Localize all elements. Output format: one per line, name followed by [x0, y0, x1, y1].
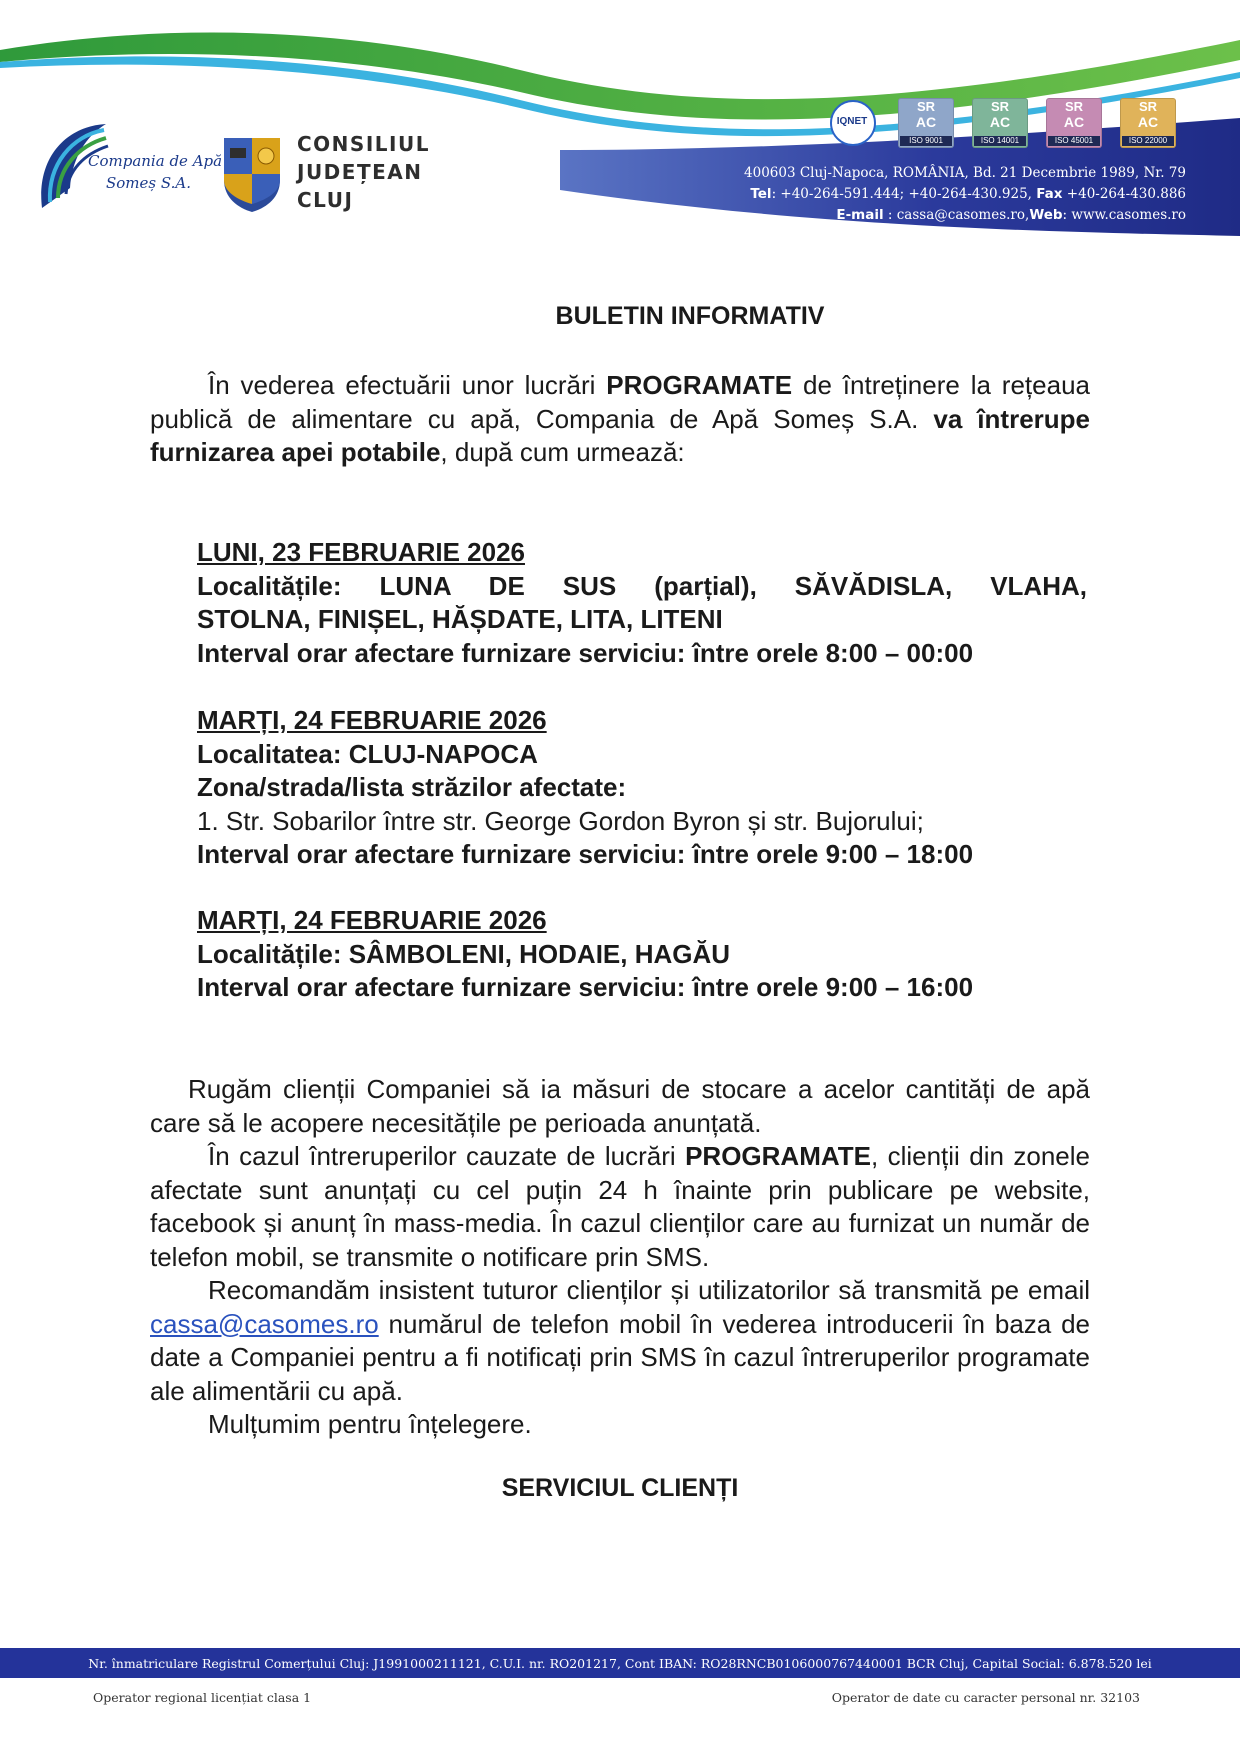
- footer-right-note: Operator de date cu caracter personal nr. 32103: [831, 1690, 1140, 1705]
- address-line: 400603 Cluj-Napoca, ROMÂNIA, Bd. 21 Decembrie 1989, Nr. 79: [744, 165, 1186, 181]
- tel-value: : +40-264-591.444; +40-264-430.925,: [771, 186, 1037, 202]
- company-name: [88, 150, 222, 194]
- iqnet-badge-icon: [824, 98, 880, 148]
- iqnet-label: IQNET: [836, 116, 868, 127]
- certification-badges: [824, 98, 1176, 148]
- schedule-block-1: [197, 536, 1087, 670]
- intro-bold-interrupt: va întrerupe furnizarea apei potabile: [150, 403, 1090, 467]
- cert-iso: ISO 45001: [1048, 136, 1100, 146]
- certification-badge-icon: [1120, 98, 1176, 148]
- intro-text-1: În vederea efectuării unor lucrări: [208, 370, 607, 400]
- intro-paragraph: [150, 369, 1090, 470]
- closing-text: Recomandăm insistent tuturor clienților și utilizatorilor să transmită pe email: [208, 1275, 1090, 1305]
- schedule-locations: Localitățile: SÂMBOLENI, HODAIE, HAGĂU: [197, 938, 731, 969]
- schedule-interval: Interval orar afectare furnizare serviciu: între orele 9:00 – 18:00: [197, 839, 974, 869]
- certification-badge-icon: [972, 98, 1028, 148]
- council-name: [297, 130, 430, 214]
- schedule-block-3: [197, 904, 1087, 1005]
- intro-text-3: , după cum urmează:: [440, 437, 685, 467]
- phone-fax-line: [744, 184, 1186, 205]
- closing-paragraph-4: Mulțumim pentru înțelegere.: [208, 1409, 532, 1439]
- certification-badge-icon: [1046, 98, 1102, 148]
- cert-ac: AC: [1137, 114, 1159, 130]
- council-name-line2: JUDEȚEAN: [297, 160, 423, 184]
- cert-sr: SR: [916, 99, 936, 114]
- company-name-line1: Compania de Apă: [88, 152, 223, 170]
- schedule-date: MARȚI, 24 FEBRUARIE 2026: [197, 705, 547, 735]
- email-web-line: [744, 205, 1186, 226]
- schedule-street: 1. Str. Sobarilor între str. George Gordon Byron și str. Bujorului;: [197, 805, 924, 836]
- schedule-date: LUNI, 23 FEBRUARIE 2026: [197, 537, 525, 567]
- header-email[interactable]: : cassa@casomes.ro,: [883, 207, 1030, 223]
- schedule-block-2: [197, 704, 1087, 872]
- schedule-interval: Interval orar afectare furnizare serviciu: între orele 9:00 – 16:00: [197, 972, 974, 1002]
- contact-info: [744, 163, 1186, 226]
- tel-label: Tel: [750, 186, 772, 202]
- cert-iso: ISO 22000: [1122, 136, 1174, 146]
- schedule-interval: Interval orar afectare furnizare serviciu: între orele 8:00 – 00:00: [197, 637, 974, 668]
- schedule-locations: Localitățile: LUNA DE SUS (parțial), SĂVĂDISLA, VLAHA,: [197, 570, 1087, 601]
- email-label: E-mail: [836, 207, 884, 223]
- closing-paragraph-3: [150, 1274, 1090, 1408]
- council-crest-icon: [222, 134, 282, 214]
- cert-ac: AC: [989, 114, 1011, 130]
- cert-ac: AC: [915, 114, 937, 130]
- cert-sr: SR: [1064, 99, 1084, 114]
- signoff: SERVICIUL CLIENȚI: [501, 1474, 739, 1502]
- web-label: Web: [1029, 207, 1063, 223]
- council-name-line3: CLUJ: [297, 188, 354, 212]
- document-title: BULETIN INFORMATIV: [555, 302, 825, 330]
- fax-label: Fax: [1036, 186, 1063, 202]
- closing-text: numărul de telefon mobil în vederea introducerii în baza de date a Companiei pentru a fi notificați prin SMS în cazul întreruperilor programate ale alimentării cu apă.: [150, 1308, 1090, 1406]
- closing-bold-programmed: PROGRAMATE: [685, 1141, 871, 1171]
- schedule-locality: Localitatea: CLUJ-NAPOCA: [197, 738, 538, 769]
- closing-paragraphs: [150, 1073, 1090, 1442]
- intro-bold-programmed: PROGRAMATE: [606, 370, 793, 400]
- email-link[interactable]: cassa@casomes.ro: [150, 1308, 379, 1339]
- cert-iso: ISO 14001: [974, 136, 1026, 146]
- closing-text: În cazul întreruperilor cauzate de lucrări: [208, 1141, 686, 1171]
- cert-sr: SR: [1138, 99, 1158, 114]
- cert-iso: ISO 9001: [900, 136, 952, 146]
- schedule-locations-cont: STOLNA, FINIȘEL, HĂȘDATE, LITA, LITENI: [197, 604, 723, 634]
- schedule-date: MARȚI, 24 FEBRUARIE 2026: [197, 905, 547, 935]
- fax-value: +40-264-430.886: [1062, 186, 1186, 202]
- closing-paragraph-1: Rugăm clienții Companiei să ia măsuri de stocare a acelor cantități de apă care să le acopere necesitățile pe perioada anunțată.: [150, 1074, 1090, 1138]
- footer-bar: [0, 1648, 1240, 1678]
- council-name-line1: CONSILIUL: [297, 132, 430, 156]
- closing-text: , clienții din zonele afectate sunt anunțați cu cel puțin 24 h înainte prin publicare pe website, facebook și anunț în mass-media. În cazul clienților care au furnizat un număr de telefon mobil, se transmite o notificare prin SMS.: [150, 1141, 1090, 1272]
- header-website[interactable]: : www.casomes.ro: [1062, 207, 1186, 223]
- intro-text-2: de întreținere la rețeaua publică de alimentare cu apă, Compania de Apă Someș S.A.: [150, 370, 1090, 434]
- cert-ac: AC: [1063, 114, 1085, 130]
- closing-paragraph-2: [150, 1140, 1090, 1274]
- cert-sr: SR: [990, 99, 1010, 114]
- company-name-line2: Someș S.A.: [106, 174, 191, 192]
- certification-badge-icon: [898, 98, 954, 148]
- footer-registration-text: Nr. înmatriculare Registrul Comerțului Cluj: J1991000211121, C.U.I. nr. RO201217, Cont IBAN: RO28RNCB0106000767440001 BCR Cluj, Capital Social: 6.878.520 lei: [88, 1656, 1152, 1671]
- footer-left-note: Operator regional licențiat clasa 1: [93, 1690, 312, 1705]
- schedule-zone-label: Zona/strada/lista străzilor afectate:: [197, 772, 627, 802]
